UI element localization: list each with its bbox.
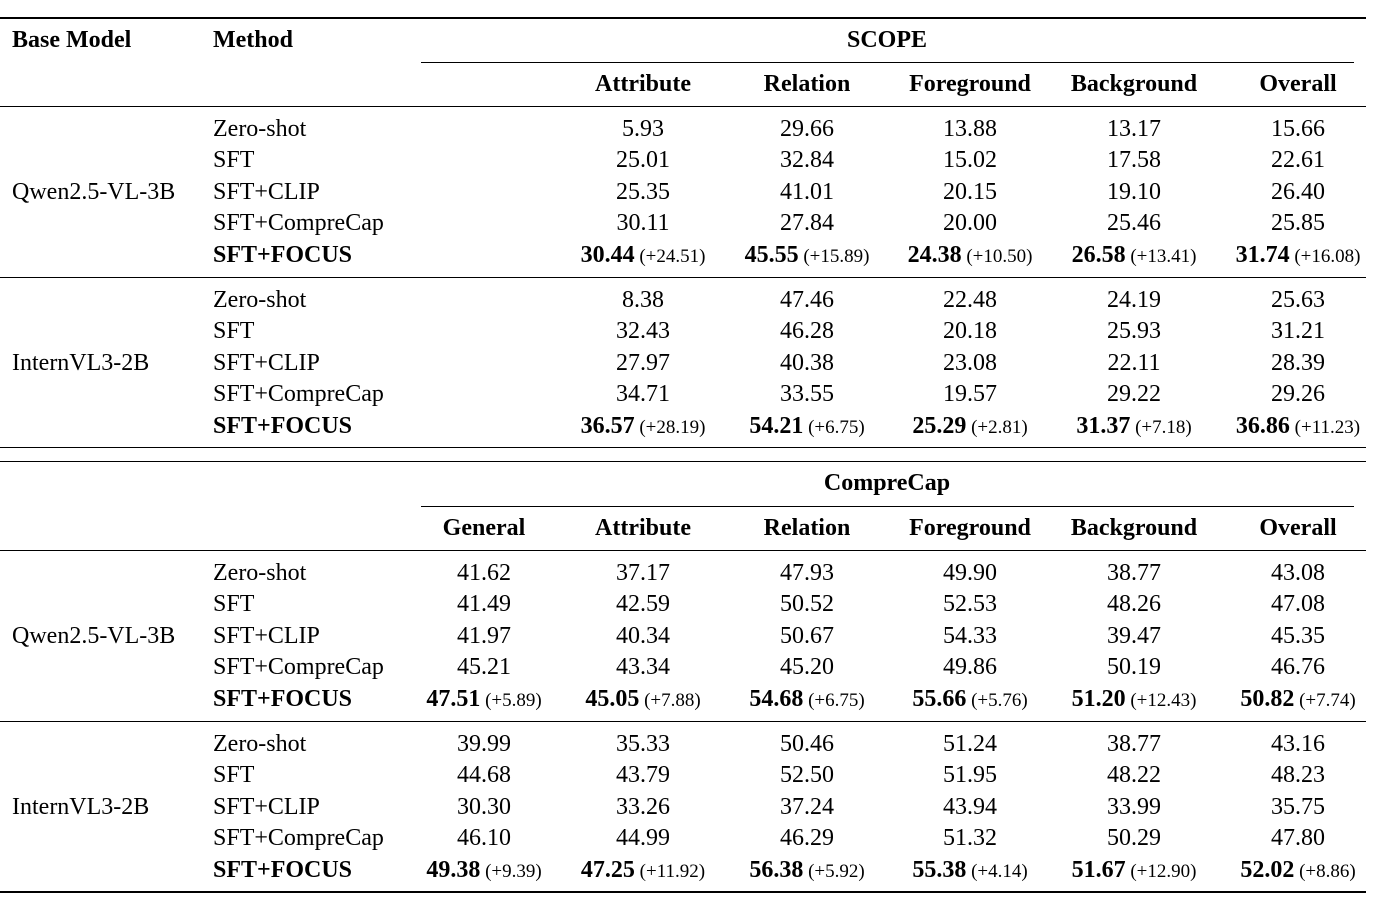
score-cell bbox=[780, 652, 834, 683]
base-model-label: InternVL3-2B bbox=[12, 793, 150, 820]
score-value: 13.17 bbox=[1107, 116, 1161, 142]
score-value: 51.67 bbox=[1071, 856, 1126, 883]
table-row bbox=[0, 240, 1378, 271]
score-value: 30.44 bbox=[580, 241, 635, 268]
column-header: Background bbox=[1070, 515, 1198, 541]
score-value: 27.97 bbox=[616, 349, 670, 376]
score-value: 20.00 bbox=[943, 210, 997, 237]
table-row bbox=[0, 411, 1378, 442]
score-cell bbox=[1107, 823, 1161, 854]
gain-value: (+4.14) bbox=[966, 860, 1028, 882]
method-header: Method bbox=[213, 27, 293, 53]
column-header: Overall bbox=[1259, 71, 1337, 97]
table-row bbox=[0, 145, 1378, 176]
score-cell bbox=[1107, 208, 1161, 239]
header-row-1 bbox=[0, 25, 1378, 56]
score-value: 52.02 bbox=[1240, 856, 1295, 883]
score-cell bbox=[1107, 285, 1161, 316]
gain-value: (+24.51) bbox=[634, 245, 706, 267]
score-cell bbox=[780, 316, 834, 347]
score-cell bbox=[1107, 145, 1161, 176]
score-cell bbox=[616, 379, 670, 410]
table-row bbox=[0, 729, 1378, 760]
score-cell bbox=[616, 208, 669, 239]
group-midrule bbox=[0, 277, 1366, 278]
score-value: 40.38 bbox=[780, 349, 834, 376]
score-value: 45.20 bbox=[780, 654, 834, 681]
score-cell bbox=[1271, 589, 1325, 620]
score-cell bbox=[616, 145, 670, 176]
comprecap-cmidrule bbox=[421, 506, 1354, 507]
gain-value: (+13.41) bbox=[1125, 245, 1197, 267]
score-cell bbox=[943, 823, 997, 854]
column-header: Background bbox=[1070, 71, 1198, 97]
score-cell bbox=[585, 684, 700, 716]
score-cell bbox=[457, 823, 511, 854]
score-value: 52.50 bbox=[780, 762, 834, 789]
score-cell bbox=[1107, 379, 1161, 410]
method-label: SFT+CLIP bbox=[213, 178, 320, 205]
section-rule-2 bbox=[0, 461, 1366, 462]
score-cell bbox=[616, 558, 670, 589]
column-header: Relation bbox=[763, 515, 851, 541]
column-header: Attribute bbox=[595, 515, 691, 541]
score-value: 33.26 bbox=[616, 793, 670, 820]
gain-value: (+7.88) bbox=[639, 689, 701, 711]
score-cell bbox=[912, 411, 1027, 443]
score-cell bbox=[457, 652, 511, 683]
table-row bbox=[0, 114, 1378, 145]
score-value: 17.58 bbox=[1107, 147, 1161, 174]
score-value: 42.59 bbox=[616, 591, 670, 618]
score-cell bbox=[1271, 145, 1325, 176]
comprecap-title: CompreCap bbox=[823, 470, 951, 496]
column-header: Attribute bbox=[595, 71, 691, 97]
score-value: 22.48 bbox=[943, 287, 997, 313]
gain-value: (+7.18) bbox=[1130, 416, 1192, 438]
score-cell bbox=[1271, 558, 1325, 589]
group-midrule bbox=[0, 721, 1366, 722]
table-row bbox=[0, 760, 1378, 791]
score-value: 41.49 bbox=[457, 591, 511, 618]
score-value: 31.21 bbox=[1271, 318, 1325, 345]
gain-value: (+28.19) bbox=[634, 416, 706, 438]
section-rule-1 bbox=[0, 447, 1366, 448]
table-row bbox=[0, 285, 1378, 316]
column-header: General bbox=[442, 515, 526, 541]
scope-title: SCOPE bbox=[846, 27, 928, 53]
score-value: 41.97 bbox=[457, 622, 511, 649]
score-value: 30.30 bbox=[457, 793, 511, 820]
score-cell bbox=[1271, 729, 1325, 760]
score-value: 25.63 bbox=[1271, 287, 1325, 313]
score-value: 19.10 bbox=[1107, 178, 1161, 205]
table-row bbox=[0, 684, 1378, 715]
score-cell bbox=[1236, 240, 1361, 272]
method-label: SFT+CompreCap bbox=[213, 654, 384, 681]
method-label: SFT bbox=[213, 147, 255, 174]
score-cell bbox=[745, 240, 870, 272]
base-model-row bbox=[0, 792, 1378, 823]
score-value: 50.82 bbox=[1240, 685, 1295, 712]
score-value: 39.47 bbox=[1107, 622, 1161, 649]
score-value: 27.84 bbox=[780, 210, 834, 237]
score-value: 34.71 bbox=[616, 381, 670, 408]
score-value: 43.34 bbox=[616, 654, 670, 681]
column-header: Overall bbox=[1259, 515, 1337, 541]
score-value: 25.01 bbox=[616, 147, 670, 174]
base-model-row bbox=[0, 621, 1378, 652]
gain-value: (+7.74) bbox=[1294, 689, 1356, 711]
method-label: SFT+CLIP bbox=[213, 349, 320, 376]
score-cell bbox=[943, 114, 997, 145]
score-cell bbox=[616, 760, 670, 791]
method-label: SFT+CLIP bbox=[213, 793, 320, 820]
score-value: 20.18 bbox=[943, 318, 997, 345]
score-value: 19.57 bbox=[943, 381, 997, 408]
score-value: 35.75 bbox=[1271, 793, 1325, 820]
score-cell bbox=[912, 684, 1027, 716]
score-cell bbox=[1271, 379, 1325, 410]
base-model-label: InternVL3-2B bbox=[12, 349, 150, 376]
score-cell bbox=[1271, 285, 1325, 316]
score-value: 22.11 bbox=[1107, 349, 1161, 376]
method-label: SFT+CLIP bbox=[213, 622, 320, 649]
score-value: 26.58 bbox=[1071, 241, 1126, 268]
score-value: 43.16 bbox=[1271, 731, 1325, 757]
scope-cmidrule bbox=[421, 62, 1354, 63]
score-value: 20.15 bbox=[943, 178, 997, 205]
method-label: SFT+CompreCap bbox=[213, 381, 384, 408]
score-cell bbox=[943, 285, 997, 316]
score-value: 50.46 bbox=[780, 731, 834, 757]
score-cell bbox=[780, 760, 834, 791]
score-value: 28.39 bbox=[1271, 349, 1325, 376]
score-value: 24.19 bbox=[1107, 287, 1161, 313]
method-label: SFT+FOCUS bbox=[213, 685, 353, 712]
score-value: 26.40 bbox=[1271, 178, 1325, 205]
score-value: 55.66 bbox=[912, 685, 967, 712]
score-value: 45.21 bbox=[457, 654, 511, 681]
score-value: 37.17 bbox=[616, 560, 670, 586]
score-value: 22.61 bbox=[1271, 147, 1325, 174]
score-value: 46.76 bbox=[1271, 654, 1325, 681]
score-value: 54.68 bbox=[749, 685, 804, 712]
score-value: 5.93 bbox=[622, 116, 664, 142]
method-label: SFT+FOCUS bbox=[213, 412, 353, 439]
base-model-row bbox=[0, 177, 1378, 208]
gain-value: (+6.75) bbox=[803, 416, 865, 438]
score-cell bbox=[457, 589, 511, 620]
score-cell bbox=[616, 729, 670, 760]
score-cell bbox=[912, 855, 1027, 887]
score-value: 54.33 bbox=[943, 622, 997, 649]
score-value: 49.90 bbox=[943, 560, 997, 586]
score-cell bbox=[581, 411, 706, 443]
gain-value: (+15.89) bbox=[798, 245, 870, 267]
score-value: 43.94 bbox=[943, 793, 997, 820]
score-cell bbox=[1072, 855, 1197, 887]
score-value: 31.37 bbox=[1076, 412, 1131, 439]
score-cell bbox=[943, 652, 997, 683]
score-value: 36.57 bbox=[580, 412, 635, 439]
score-value: 45.55 bbox=[744, 241, 799, 268]
score-value: 37.24 bbox=[780, 793, 834, 820]
score-cell bbox=[943, 208, 997, 239]
score-cell bbox=[943, 558, 997, 589]
score-cell bbox=[780, 729, 834, 760]
score-value: 33.55 bbox=[780, 381, 834, 408]
score-cell bbox=[622, 114, 664, 145]
score-cell bbox=[1107, 558, 1161, 589]
gain-value: (+11.23) bbox=[1289, 416, 1361, 438]
score-cell bbox=[1271, 652, 1325, 683]
score-cell bbox=[780, 823, 834, 854]
score-value: 29.26 bbox=[1271, 381, 1325, 408]
score-cell bbox=[616, 652, 670, 683]
score-value: 31.74 bbox=[1235, 241, 1290, 268]
method-label: SFT bbox=[213, 318, 255, 345]
score-cell bbox=[780, 145, 834, 176]
method-label: SFT+FOCUS bbox=[213, 856, 353, 883]
score-value: 50.52 bbox=[780, 591, 834, 618]
score-value: 41.01 bbox=[780, 178, 834, 205]
header-midrule bbox=[0, 106, 1366, 107]
score-cell bbox=[1236, 411, 1360, 443]
score-cell bbox=[426, 855, 541, 887]
table-row bbox=[0, 652, 1378, 683]
score-value: 24.38 bbox=[907, 241, 962, 268]
score-cell bbox=[581, 240, 706, 272]
score-cell bbox=[622, 285, 664, 316]
score-value: 44.68 bbox=[457, 762, 511, 789]
score-value: 23.08 bbox=[943, 349, 997, 376]
score-cell bbox=[616, 589, 670, 620]
score-value: 29.22 bbox=[1107, 381, 1161, 408]
gain-value: (+6.75) bbox=[803, 689, 865, 711]
table-row bbox=[0, 316, 1378, 347]
method-label: Zero-shot bbox=[213, 560, 307, 586]
score-value: 46.29 bbox=[780, 825, 834, 852]
score-value: 49.86 bbox=[943, 654, 997, 681]
score-cell bbox=[943, 589, 997, 620]
score-value: 50.67 bbox=[780, 622, 834, 649]
header-row-4 bbox=[0, 513, 1378, 544]
base-model-label: Qwen2.5-VL-3B bbox=[12, 178, 176, 205]
gain-value: (+2.81) bbox=[966, 416, 1028, 438]
score-cell bbox=[1072, 240, 1197, 272]
method-label: SFT bbox=[213, 591, 255, 618]
score-value: 47.51 bbox=[426, 685, 481, 712]
score-value: 13.88 bbox=[943, 116, 997, 142]
score-value: 47.80 bbox=[1271, 825, 1325, 852]
base-model-label: Qwen2.5-VL-3B bbox=[12, 622, 176, 649]
score-value: 48.22 bbox=[1107, 762, 1161, 789]
score-cell bbox=[457, 760, 511, 791]
score-value: 47.46 bbox=[780, 287, 834, 313]
score-cell bbox=[426, 684, 541, 716]
score-cell bbox=[780, 558, 834, 589]
score-cell bbox=[780, 285, 834, 316]
score-value: 49.38 bbox=[426, 856, 481, 883]
score-value: 51.20 bbox=[1071, 685, 1126, 712]
score-cell bbox=[1271, 760, 1325, 791]
score-cell bbox=[943, 760, 997, 791]
score-value: 39.99 bbox=[457, 731, 511, 757]
score-value: 35.33 bbox=[616, 731, 670, 757]
score-value: 30.11 bbox=[616, 210, 670, 237]
gain-value: (+5.89) bbox=[480, 689, 542, 711]
score-cell bbox=[943, 316, 997, 347]
gain-value: (+10.50) bbox=[961, 245, 1033, 267]
score-value: 48.26 bbox=[1107, 591, 1161, 618]
method-label: SFT+CompreCap bbox=[213, 825, 384, 852]
score-value: 8.38 bbox=[622, 287, 664, 313]
method-label: SFT bbox=[213, 762, 255, 789]
score-cell bbox=[1107, 589, 1161, 620]
score-value: 51.32 bbox=[943, 825, 997, 852]
gain-value: (+8.86) bbox=[1294, 860, 1356, 882]
score-cell bbox=[1107, 760, 1161, 791]
score-value: 46.10 bbox=[457, 825, 511, 852]
score-cell bbox=[457, 729, 511, 760]
score-value: 50.29 bbox=[1107, 825, 1161, 852]
score-value: 25.93 bbox=[1107, 318, 1161, 345]
score-value: 38.77 bbox=[1107, 731, 1161, 757]
gain-value: (+11.92) bbox=[634, 860, 706, 882]
score-cell bbox=[1240, 684, 1355, 716]
base-model-row bbox=[0, 348, 1378, 379]
table-row bbox=[0, 558, 1378, 589]
score-cell bbox=[1271, 823, 1325, 854]
score-value: 25.46 bbox=[1107, 210, 1161, 237]
score-cell bbox=[457, 558, 511, 589]
table-row bbox=[0, 379, 1378, 410]
score-cell bbox=[749, 411, 864, 443]
score-value: 15.66 bbox=[1271, 116, 1325, 142]
score-cell bbox=[780, 379, 834, 410]
method-label: Zero-shot bbox=[213, 287, 307, 313]
column-header: Foreground bbox=[909, 71, 1031, 97]
score-cell bbox=[1107, 729, 1161, 760]
method-label: SFT+FOCUS bbox=[213, 241, 353, 268]
score-cell bbox=[943, 145, 997, 176]
score-value: 44.99 bbox=[616, 825, 670, 852]
score-value: 47.25 bbox=[580, 856, 635, 883]
score-value: 48.23 bbox=[1271, 762, 1325, 789]
score-value: 25.85 bbox=[1271, 210, 1325, 237]
score-cell bbox=[1107, 652, 1161, 683]
table-row bbox=[0, 208, 1378, 239]
score-value: 45.05 bbox=[585, 685, 640, 712]
gain-value: (+12.43) bbox=[1125, 689, 1197, 711]
table-row bbox=[0, 589, 1378, 620]
score-cell bbox=[780, 589, 834, 620]
column-header: Foreground bbox=[909, 515, 1031, 541]
score-value: 43.79 bbox=[616, 762, 670, 789]
score-cell bbox=[780, 208, 834, 239]
score-value: 15.02 bbox=[943, 147, 997, 174]
gain-value: (+9.39) bbox=[480, 860, 542, 882]
score-value: 38.77 bbox=[1107, 560, 1161, 586]
score-value: 45.35 bbox=[1271, 622, 1325, 649]
method-label: Zero-shot bbox=[213, 731, 307, 757]
header-row-3 bbox=[0, 468, 1378, 499]
gain-value: (+12.90) bbox=[1125, 860, 1197, 882]
score-cell bbox=[943, 729, 997, 760]
score-value: 47.08 bbox=[1271, 591, 1325, 618]
score-value: 52.53 bbox=[943, 591, 997, 618]
score-cell bbox=[616, 316, 670, 347]
method-label: SFT+CompreCap bbox=[213, 210, 384, 237]
score-value: 40.34 bbox=[616, 622, 670, 649]
score-cell bbox=[943, 379, 997, 410]
score-cell bbox=[616, 823, 670, 854]
score-cell bbox=[581, 855, 705, 887]
gain-value: (+16.08) bbox=[1289, 245, 1361, 267]
score-cell bbox=[1107, 316, 1161, 347]
score-value: 50.19 bbox=[1107, 654, 1161, 681]
score-value: 25.29 bbox=[912, 412, 967, 439]
top-rule bbox=[0, 17, 1366, 19]
score-value: 32.84 bbox=[780, 147, 834, 174]
score-cell bbox=[908, 240, 1033, 272]
score-value: 29.66 bbox=[780, 116, 834, 142]
score-cell bbox=[749, 855, 864, 887]
score-value: 41.62 bbox=[457, 560, 511, 586]
score-cell bbox=[1107, 114, 1161, 145]
score-cell bbox=[780, 114, 834, 145]
score-value: 51.95 bbox=[943, 762, 997, 789]
table-row bbox=[0, 855, 1378, 886]
score-value: 46.28 bbox=[780, 318, 834, 345]
score-value: 25.35 bbox=[616, 178, 670, 205]
score-cell bbox=[1240, 855, 1355, 887]
score-value: 54.21 bbox=[749, 412, 804, 439]
score-value: 43.08 bbox=[1271, 560, 1325, 586]
gain-value: (+5.76) bbox=[966, 689, 1028, 711]
gain-value: (+5.92) bbox=[803, 860, 865, 882]
base-model-header: Base Model bbox=[12, 27, 132, 53]
header-row-2 bbox=[0, 69, 1378, 100]
table-row bbox=[0, 823, 1378, 854]
score-cell bbox=[1076, 411, 1191, 443]
header-midrule-2 bbox=[0, 550, 1366, 551]
score-value: 32.43 bbox=[616, 318, 670, 345]
score-value: 56.38 bbox=[749, 856, 804, 883]
bottom-rule bbox=[0, 891, 1366, 893]
score-value: 36.86 bbox=[1235, 412, 1290, 439]
score-value: 33.99 bbox=[1107, 793, 1161, 820]
score-value: 55.38 bbox=[912, 856, 967, 883]
score-value: 47.93 bbox=[780, 560, 834, 586]
column-header: Relation bbox=[763, 71, 851, 97]
score-cell bbox=[1271, 316, 1325, 347]
score-cell bbox=[749, 684, 864, 716]
score-cell bbox=[1271, 114, 1325, 145]
score-value: 51.24 bbox=[943, 731, 997, 757]
score-cell bbox=[1271, 208, 1325, 239]
method-label: Zero-shot bbox=[213, 116, 307, 142]
score-cell bbox=[1072, 684, 1197, 716]
